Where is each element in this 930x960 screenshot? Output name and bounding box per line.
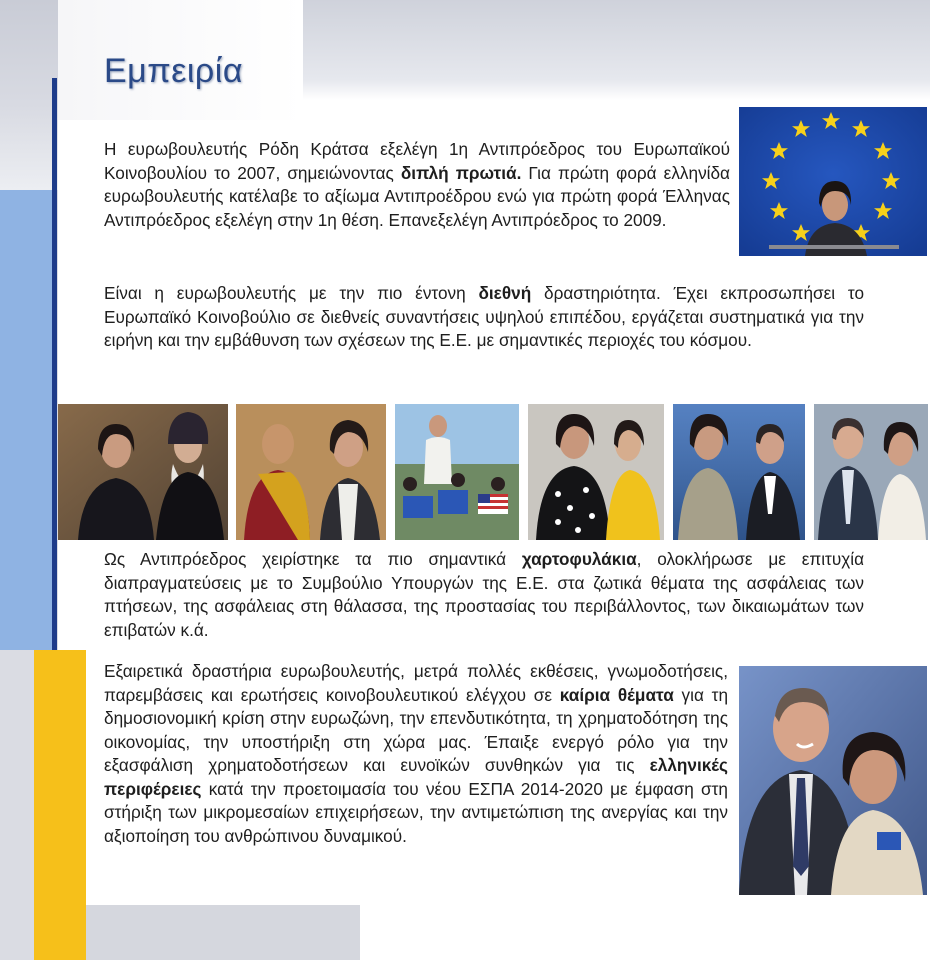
paragraph-bold-text: διεθνή: [478, 283, 532, 303]
paragraph-text: Ως Αντιπρόεδρος χειρίστηκε τα πιο σημαντικά: [104, 549, 522, 569]
photo-strip-graphic: [58, 404, 928, 540]
two-person-portrait-graphic: [739, 666, 927, 895]
paragraph-portfolios: [104, 548, 864, 642]
blue-decor-stripe: [0, 190, 52, 650]
paragraph-activity: [104, 660, 728, 848]
paragraph-vice-president: [104, 138, 730, 232]
bottom-gray-block: [86, 905, 360, 960]
strip-photo-1: [58, 404, 228, 540]
paragraph-text: Η ευρωβουλευτής Ρόδη Κράτσα εξελέγη 1η Αντιπρόεδρος του Ευρωπαϊκού Κοινοβουλίου το 2007, σημειώνοντας: [104, 139, 730, 183]
navy-decor-line: [52, 78, 57, 650]
paragraph-text: κατά την προετοιμασία του νέου ΕΣΠΑ 2014-2020 με έμφαση στη στήριξη των μικρομεσαίων επιχειρήσεων, την αντιμετώπιση της ανεργίας και την αξιοποίηση του ανθρώπινου δυναμικού.: [104, 778, 728, 846]
strip-photo-2: [236, 404, 386, 540]
paragraph-international: [104, 282, 864, 353]
paragraph-text: δραστηριότητα. Έχει εκπροσωπήσει το Ευρωπαϊκό Κοινοβούλιο σε διεθνείς συναντήσεις υψηλού επιπέδου, εργάζεται συστηματικά για την ειρήνη και την εμβάθυνση των σχέσεων της Ε.Ε. με σημαντικές περιοχές του κόσμου.: [104, 283, 865, 350]
paragraph-bold-text: διπλή πρωτιά.: [400, 162, 522, 183]
flag-portrait-graphic: [739, 107, 927, 256]
page-title: Εμπειρία: [104, 52, 243, 90]
paragraph-text: Εξαιρετικά δραστήρια ευρωβουλευτής, μετρά πολλές εκθέσεις, γνωμοδοτήσεις, παρεμβάσεις και ερωτήσεις κοινοβουλευτικού ελέγχου σε: [104, 661, 728, 705]
two-person-portrait-image: [739, 666, 927, 895]
paragraph-bold-text: ελληνικές περιφέρειες: [104, 755, 728, 799]
photo-strip-image: [58, 404, 928, 540]
paragraph-text: , ολοκλήρωσε με επιτυχία διαπραγματεύσεις με το Συμβούλιο Υπουργών της Ε.Ε. στα ζωτικά θέματα της ασφάλειας των πτήσεων, της ασφάλειας στη θάλασσα, της προστασίας του περιβάλλοντος, των δικαιωμάτων των επιβατών κ.ά.: [104, 549, 864, 640]
top-gray-band: [303, 0, 930, 100]
paragraph-text: για τη δημοσιονομική κρίση στην ευρωζώνη, την επενδυτικότητα, τη χρηματοδότηση της οικονομίας, την υποστήριξη στη χώρα μας. Έπαιξε ενεργό ρόλο για την εξασφάλιση χρηματοδοτήσεων και ευνοϊκών συνθηκών για τις: [104, 684, 728, 775]
strip-photo-6: [814, 404, 928, 540]
paragraph-bold-text: καίρια θέματα: [559, 684, 674, 705]
paragraph-text: Είναι η ευρωβουλευτής με την πιο έντονη: [104, 283, 479, 303]
strip-photo-4: [528, 404, 664, 540]
paragraph-bold-text: χαρτοφυλάκια: [521, 549, 637, 569]
yellow-decor-stripe: [34, 650, 86, 960]
strip-photo-5: [673, 404, 805, 540]
paragraph-text: Για πρώτη φορά ελληνίδα ευρωβουλευτής κατέλαβε το αξίωμα Αντιπροέδρου ενώ για πρώτη φορά Έλληνας Αντιπρόεδρος εξελέγη στην 1η θέση. Επανεξελέγη Αντιπρόεδρος το 2009.: [104, 162, 730, 230]
flag-portrait-image: [739, 107, 927, 256]
strip-photo-3: [395, 404, 519, 540]
